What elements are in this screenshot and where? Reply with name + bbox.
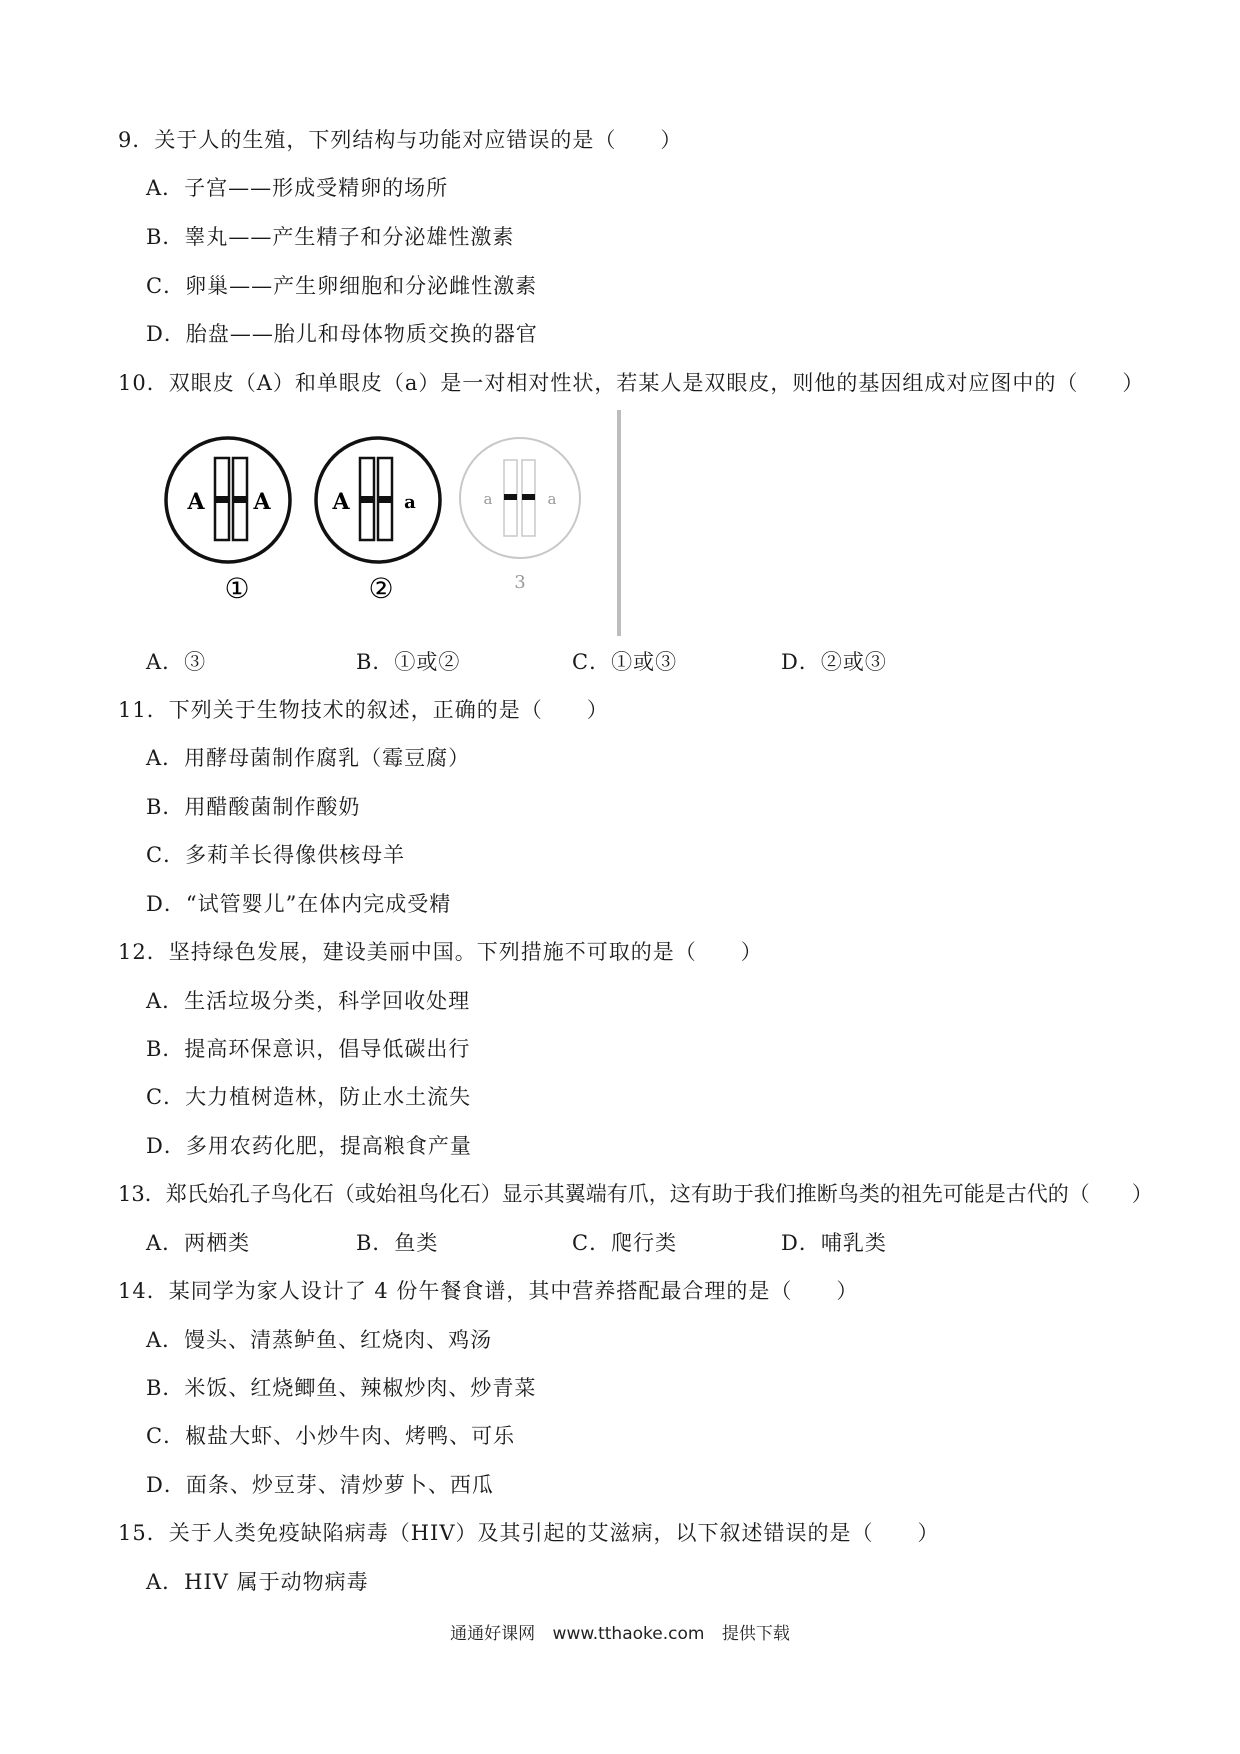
question-10-option-b: B．①或② — [356, 650, 461, 674]
cell-2-label: ② — [368, 572, 394, 605]
question-12-option-a: A．生活垃圾分类，科学回收处理 — [146, 989, 471, 1013]
cell-3-right-allele: a — [547, 490, 557, 508]
genotype-figure — [160, 408, 630, 638]
cell-1-label: ① — [224, 572, 250, 605]
question-10-stem: 10．双眼皮（A）和单眼皮（a）是一对相对性状，若某人是双眼皮，则他的基因组成对应图中的（ ） — [118, 371, 1145, 395]
question-11-option-d: D．“试管婴儿”在体内完成受精 — [146, 892, 452, 916]
question-9-option-a: A．子宫——形成受精卵的场所 — [146, 176, 449, 200]
question-9-stem: 9．关于人的生殖，下列结构与功能对应错误的是（ ） — [118, 128, 683, 152]
cell-2 — [316, 438, 440, 605]
question-11-stem: 11．下列关于生物技术的叙述，正确的是（ ） — [118, 698, 609, 722]
figure-divider — [617, 410, 621, 636]
question-12-option-c: C．大力植树造林，防止水土流失 — [146, 1085, 472, 1109]
cell-3-label: 3 — [514, 572, 526, 593]
footer-url[interactable]: www.tthaoke.com — [552, 1624, 705, 1644]
question-13-option-b: B．鱼类 — [356, 1231, 439, 1255]
footer-site-name: 通通好课网 — [450, 1624, 536, 1644]
page-footer — [0, 1619, 1240, 1644]
question-11-option-b: B．用醋酸菌制作酸奶 — [146, 795, 361, 819]
question-9-option-d: D．胎盘——胎儿和母体物质交换的器官 — [146, 322, 538, 346]
question-14-option-b: B．米饭、红烧鲫鱼、辣椒炒肉、炒青菜 — [146, 1376, 537, 1400]
question-13-option-c: C．爬行类 — [572, 1231, 678, 1255]
question-15-stem: 15．关于人类免疫缺陷病毒（HIV）及其引起的艾滋病，以下叙述错误的是（ ） — [118, 1521, 940, 1545]
question-12-stem: 12．坚持绿色发展，建设美丽中国。下列措施不可取的是（ ） — [118, 940, 763, 964]
genotype-figure-svg — [160, 408, 630, 638]
footer-note: 提供下载 — [721, 1624, 790, 1644]
question-9-option-c: C．卵巢——产生卵细胞和分泌雌性激素 — [146, 274, 538, 298]
question-14-option-d: D．面条、炒豆芽、清炒萝卜、西瓜 — [146, 1473, 494, 1497]
question-13-option-d: D．哺乳类 — [781, 1231, 887, 1255]
cell-1 — [166, 438, 290, 605]
question-10-option-c: C．①或③ — [572, 650, 678, 674]
question-11-option-a: A．用酵母菌制作腐乳（霉豆腐） — [146, 746, 471, 770]
cell-2-right-allele: a — [404, 492, 416, 513]
question-15-option-a: A．HIV 属于动物病毒 — [146, 1570, 369, 1594]
question-13-option-a: A．两栖类 — [146, 1231, 251, 1255]
question-9-option-b: B．睾丸——产生精子和分泌雄性激素 — [146, 225, 515, 249]
question-12-option-d: D．多用农药化肥，提高粮食产量 — [146, 1134, 472, 1158]
question-12-option-b: B．提高环保意识，倡导低碳出行 — [146, 1037, 471, 1061]
question-13-stem: 13．郑氏始孔子鸟化石（或始祖鸟化石）显示其翼端有爪，这有助于我们推断鸟类的祖先可能是古代的（ ） — [118, 1182, 1153, 1206]
question-14-stem: 14．某同学为家人设计了 4 份午餐食谱，其中营养搭配最合理的是（ ） — [118, 1279, 859, 1303]
cell-1-right-allele: A — [253, 489, 271, 515]
cell-3-left-allele: a — [483, 490, 493, 508]
question-10-option-a: A．③ — [146, 650, 207, 674]
question-14-option-a: A．馒头、清蒸鲈鱼、红烧肉、鸡汤 — [146, 1328, 493, 1352]
question-14-option-c: C．椒盐大虾、小炒牛肉、烤鸭、可乐 — [146, 1424, 516, 1448]
question-11-option-c: C．多莉羊长得像供核母羊 — [146, 843, 406, 867]
cell-2-left-allele: A — [332, 489, 350, 515]
question-10-option-d: D．②或③ — [781, 650, 887, 674]
cell-3 — [460, 438, 580, 593]
cell-1-left-allele: A — [187, 489, 205, 515]
